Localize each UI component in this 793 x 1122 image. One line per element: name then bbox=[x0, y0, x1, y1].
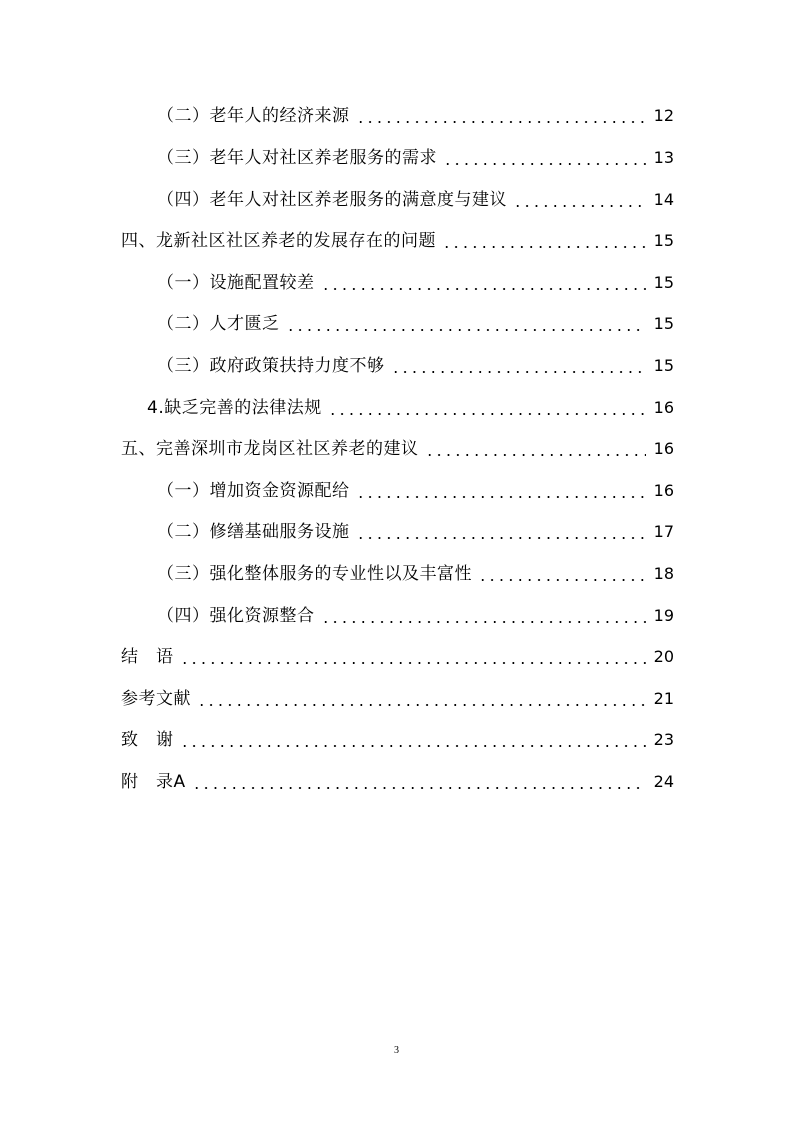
toc-entry[interactable] bbox=[121, 768, 674, 796]
toc-entry-title: 四、龙新社区社区养老的发展存在的问题 bbox=[121, 231, 436, 251]
toc-entry-page: 15 bbox=[653, 231, 674, 250]
toc-dot-leader bbox=[356, 518, 647, 546]
toc-entry-title: （四）强化资源整合 bbox=[157, 606, 315, 626]
toc-entry-title: 参考文献 bbox=[121, 689, 191, 709]
toc-entry[interactable] bbox=[121, 435, 674, 463]
toc-entry[interactable] bbox=[121, 685, 674, 713]
toc-entry-title: 4.缺乏完善的法律法规 bbox=[147, 398, 322, 418]
toc-entry[interactable] bbox=[157, 102, 674, 130]
toc-entry-title: 五、完善深圳市龙岗区社区养老的建议 bbox=[121, 439, 419, 459]
toc-entry-page: 17 bbox=[653, 522, 674, 541]
toc-dot-leader bbox=[478, 560, 646, 588]
toc-entry-title: 结 语 bbox=[121, 647, 174, 667]
toc-entry-title: （三）政府政策扶持力度不够 bbox=[157, 356, 385, 376]
toc-entry-title: 附 录A bbox=[121, 772, 186, 792]
toc-entry-page: 16 bbox=[653, 398, 674, 417]
toc-entry[interactable] bbox=[157, 560, 674, 588]
toc-entry[interactable] bbox=[157, 269, 674, 297]
toc-entry-title: 致 谢 bbox=[121, 730, 174, 750]
toc-dot-leader bbox=[391, 352, 647, 380]
toc-entry-page: 18 bbox=[653, 564, 674, 583]
toc-entry[interactable] bbox=[157, 352, 674, 380]
toc-entry-title: （一）增加资金资源配给 bbox=[157, 481, 350, 501]
toc-entry[interactable] bbox=[147, 394, 674, 422]
toc-entry-page: 23 bbox=[653, 730, 674, 749]
toc-dot-leader bbox=[442, 227, 646, 255]
toc-entry[interactable] bbox=[157, 186, 674, 214]
toc-dot-leader bbox=[286, 310, 647, 338]
toc-entry-title: （二）修缮基础服务设施 bbox=[157, 522, 350, 542]
toc-entry-title: （三）强化整体服务的专业性以及丰富性 bbox=[157, 564, 472, 584]
toc-entry-title: （二）老年人的经济来源 bbox=[157, 106, 350, 126]
toc-entry-page: 21 bbox=[653, 689, 674, 708]
toc-dot-leader bbox=[180, 643, 647, 671]
page-number: 3 bbox=[394, 1045, 399, 1056]
toc-entry-page: 20 bbox=[653, 647, 674, 666]
toc-entry[interactable] bbox=[157, 602, 674, 630]
toc-entry[interactable] bbox=[157, 518, 674, 546]
toc-entry-page: 24 bbox=[653, 772, 674, 791]
toc-dot-leader bbox=[180, 726, 647, 754]
toc-dot-leader bbox=[425, 435, 647, 463]
toc-entry-page: 14 bbox=[653, 190, 674, 209]
toc-entry[interactable] bbox=[121, 227, 674, 255]
toc-entry-page: 16 bbox=[653, 481, 674, 500]
toc-entry-page: 19 bbox=[653, 606, 674, 625]
toc-dot-leader bbox=[513, 186, 646, 214]
toc-dot-leader bbox=[197, 685, 646, 713]
toc-entry[interactable] bbox=[121, 726, 674, 754]
toc-dot-leader bbox=[192, 768, 646, 796]
toc-entry[interactable] bbox=[157, 477, 674, 505]
toc-entry-page: 12 bbox=[653, 106, 674, 125]
toc-entry-page: 16 bbox=[653, 439, 674, 458]
toc-dot-leader bbox=[443, 144, 646, 172]
toc-entry-title: （二）人才匮乏 bbox=[157, 314, 280, 334]
toc-entry-page: 13 bbox=[653, 148, 674, 167]
toc-dot-leader bbox=[356, 102, 647, 130]
toc-dot-leader bbox=[356, 477, 647, 505]
toc-entry-page: 15 bbox=[653, 314, 674, 333]
toc-entry[interactable] bbox=[157, 144, 674, 172]
toc-dot-leader bbox=[321, 602, 647, 630]
toc-entry-page: 15 bbox=[653, 273, 674, 292]
toc-entry-title: （一）设施配置较差 bbox=[157, 273, 315, 293]
toc-entry-page: 15 bbox=[653, 356, 674, 375]
toc-entry-title: （三）老年人对社区养老服务的需求 bbox=[157, 148, 437, 168]
toc-entry[interactable] bbox=[157, 310, 674, 338]
toc-entry-title: （四）老年人对社区养老服务的满意度与建议 bbox=[157, 190, 507, 210]
toc-dot-leader bbox=[328, 394, 646, 422]
toc-entry[interactable] bbox=[121, 643, 674, 671]
toc-dot-leader bbox=[321, 269, 647, 297]
